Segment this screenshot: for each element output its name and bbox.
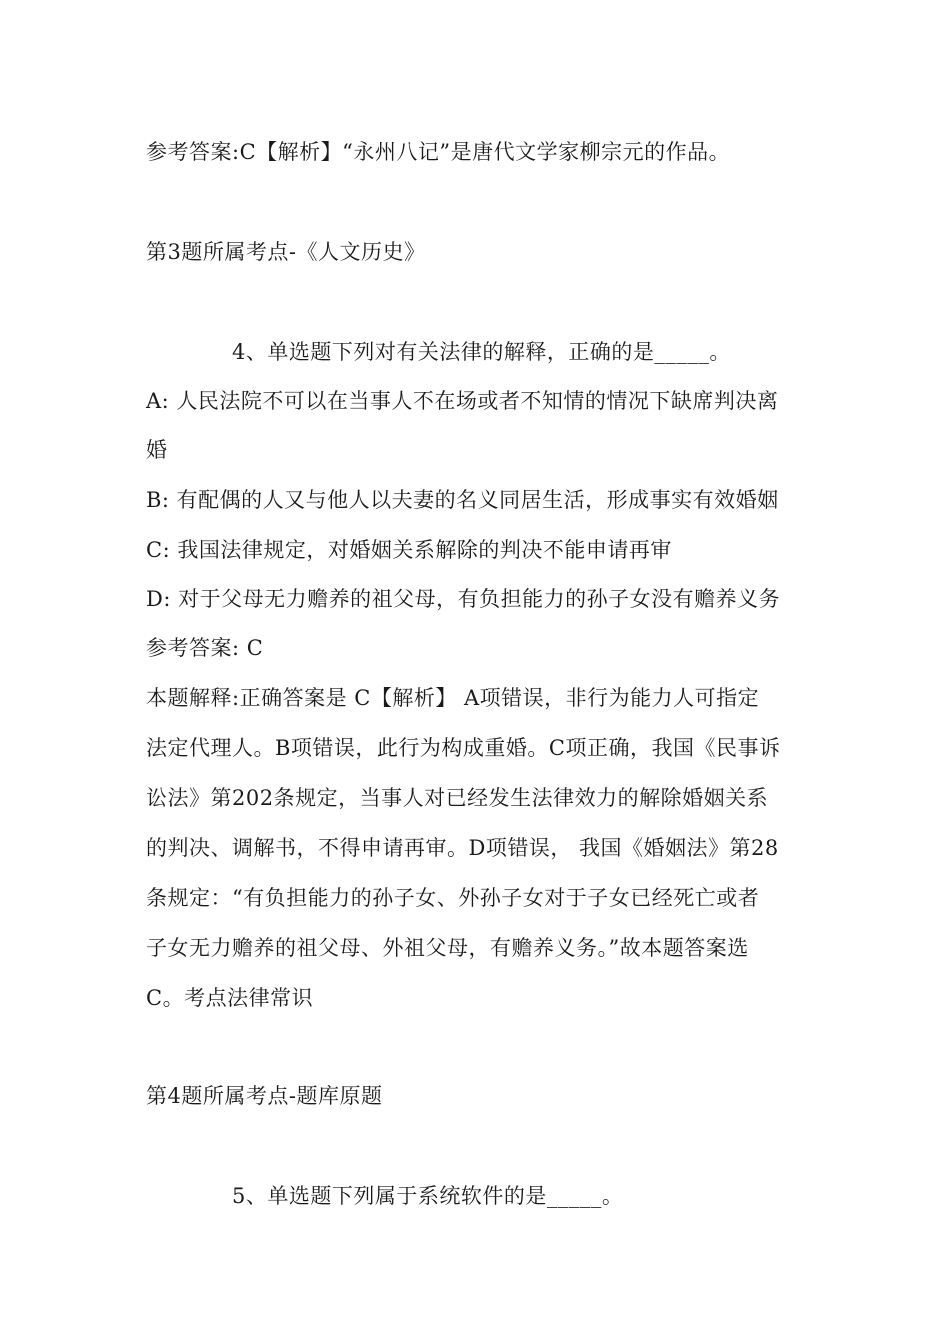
q4-answer: 参考答案: C — [146, 636, 264, 660]
q4-option-a: A: 人民法院不可以在当事人不在场或者不知情的情况下缺席判决离 — [146, 389, 779, 413]
q4-explanation-line: 法定代理人。B项错误，此行为构成重婚。C项正确，我国《民事诉 — [146, 736, 781, 760]
q4-option-d: D: 对于父母无力赡养的祖父母，有负担能力的孙子女没有赡养义务 — [146, 587, 781, 611]
q4-option-a-continued: 婚 — [146, 438, 168, 462]
q4-option-b: B: 有配偶的人又与他人以夫妻的名义同居生活，形成事实有效婚姻 — [146, 488, 779, 512]
q4-explanation-line: 条规定：“有负担能力的孙子女、外孙子女对于子女已经死亡或者 — [146, 886, 760, 910]
q3-topic-line: 第3题所属考点-《人文历史》 — [146, 240, 426, 264]
q4-option-c: C: 我国法律规定，对婚姻关系解除的判决不能申请再审 — [146, 538, 672, 562]
q4-explanation-line: C。考点法律常识 — [146, 986, 314, 1010]
q5-stem: 5、单选题下列属于系统软件的是_____。 — [232, 1184, 624, 1208]
q4-explanation-line: 讼法》第202条规定，当事人对已经发生法律效力的解除婚姻关系 — [146, 786, 769, 810]
q4-stem: 4、单选题下列对有关法律的解释，正确的是_____。 — [232, 340, 731, 364]
previous-answer-line: 参考答案:C【解析】“永州八记”是唐代文学家柳宗元的作品。 — [146, 140, 731, 164]
q4-explanation-line: 子女无力赡养的祖父母、外祖父母，有赡养义务。”故本题答案选 — [146, 936, 749, 960]
q4-topic-line: 第4题所属考点-题库原题 — [146, 1084, 383, 1108]
q4-explanation-line: 的判决、调解书，不得申请再审。D项错误， 我国《婚姻法》第28 — [146, 836, 779, 860]
q4-explanation-line: 本题解释:正确答案是 C【解析】 A项错误，非行为能力人可指定 — [146, 686, 760, 710]
